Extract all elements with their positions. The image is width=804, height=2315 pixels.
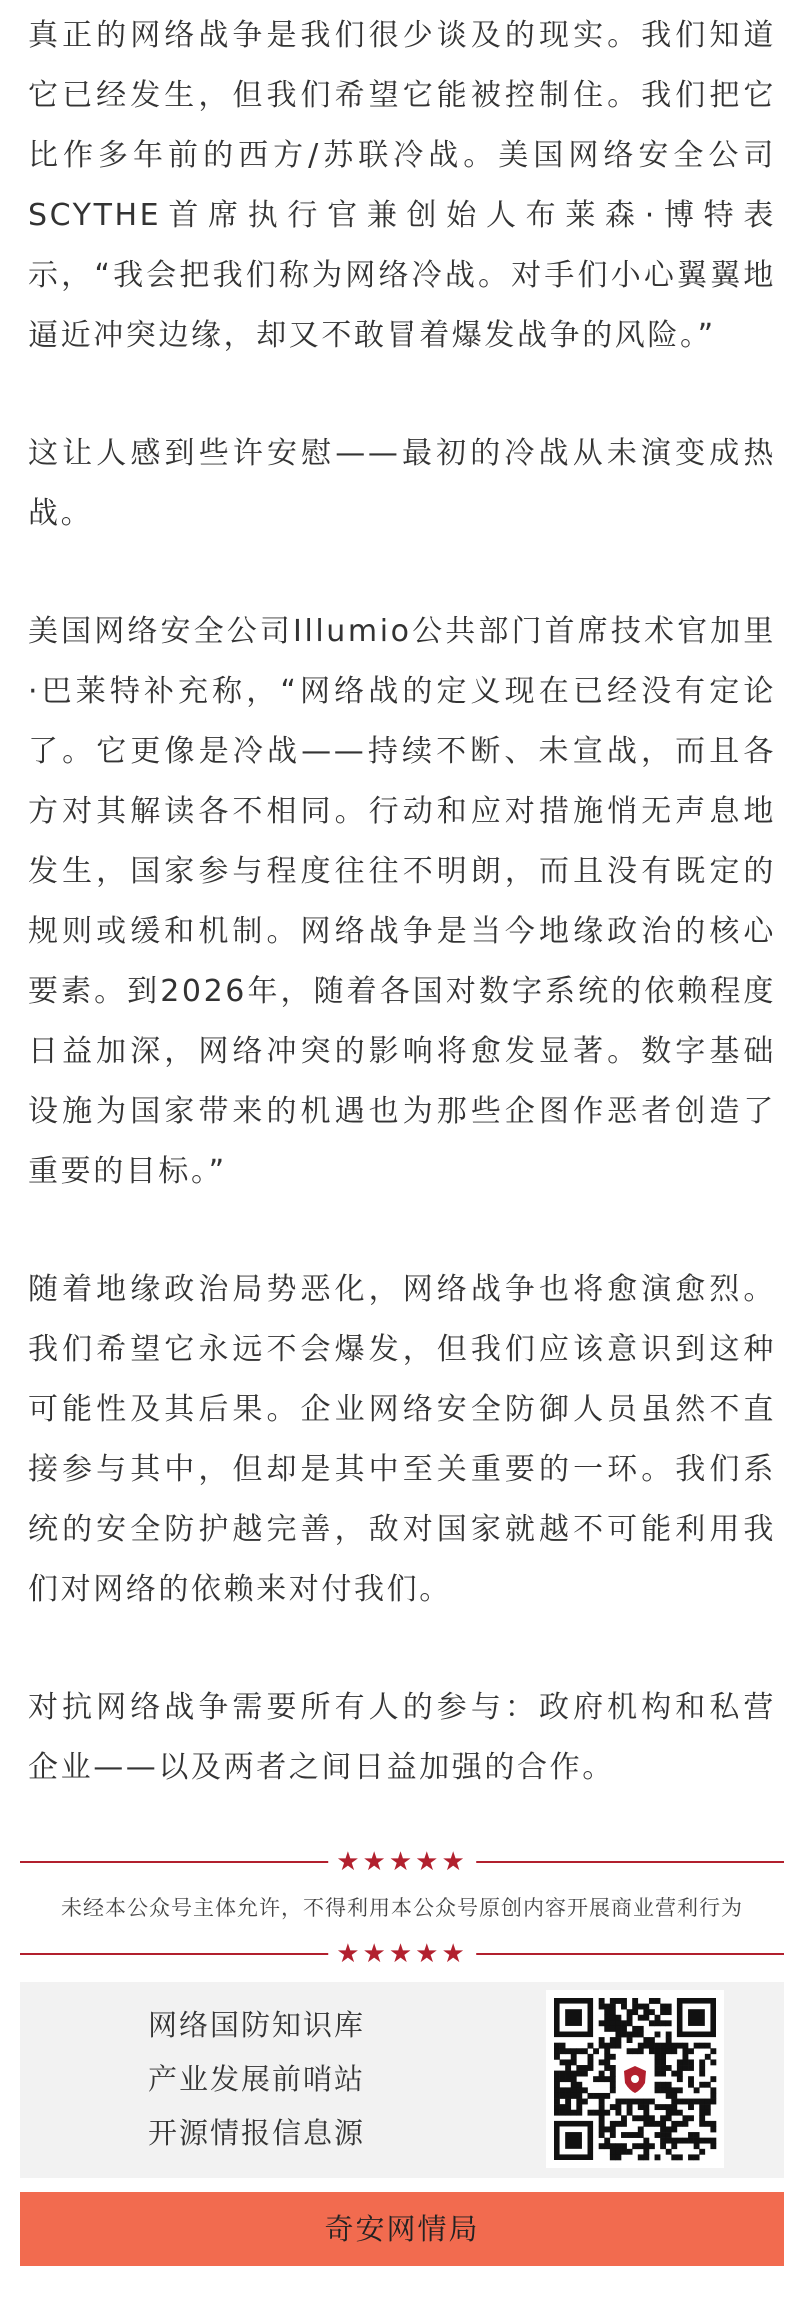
divider-top <box>20 1844 784 1880</box>
paragraph: 随着地缘政治局势恶化，网络战争也将愈演愈烈。我们希望它永远不会爆发，但我们应该意识到这种可能性及其后果。企业网络安全防御人员虽然不直接参与其中，但却是其中至关重要的一环。我们系统的安全防护越完善，敌对国家就越不可能利用我们对网络的依赖来对付我们。 <box>28 1272 776 1607</box>
stars-icon: ★★★★★ <box>328 1844 476 1880</box>
info-item: 开源情报信息源 <box>148 2116 366 2150</box>
brand-button[interactable]: 奇安网情局 <box>20 2192 784 2266</box>
copyright-notice: 未经本公众号主体允许，不得利用本公众号原创内容开展商业营利行为 <box>61 1896 743 1920</box>
paragraph: 真正的网络战争是我们很少谈及的现实。我们知道它已经发生，但我们希望它能被控制住。我们把它比作多年前的西方/苏联冷战。美国网络安全公司SCYTHE首席执行官兼创始人布莱森·博特表示，“我会把我们称为网络冷战。对手们小心翼翼地逼近冲突边缘，却又不敢冒着爆发战争的风险。” <box>28 18 776 353</box>
qr-code-icon[interactable] <box>546 1990 724 2168</box>
info-item: 产业发展前哨站 <box>148 2062 366 2096</box>
divider-bottom <box>20 1936 784 1972</box>
paragraph: 对抗网络战争需要所有人的参与：政府机构和私营企业——以及两者之间日益加强的合作。 <box>28 1690 776 1785</box>
info-item: 网络国防知识库 <box>148 2008 366 2042</box>
info-list <box>148 1998 365 2160</box>
paragraph: 这让人感到些许安慰——最初的冷战从未演变成热战。 <box>28 436 776 531</box>
stars-icon: ★★★★★ <box>328 1936 476 1972</box>
account-info-box <box>20 1982 784 2178</box>
paragraph: 美国网络安全公司Illumio公共部门首席技术官加里·巴莱特补充称，“网络战的定义现在已经没有定论了。它更像是冷战——持续不断、未宣战，而且各方对其解读各不相同。行动和应对措施悄无声息地发生，国家参与程度往往不明朗，而且没有既定的规则或缓和机制。网络战争是当今地缘政治的核心要素。到2026年，随着各国对数字系统的依赖程度日益加深，网络冲突的影响将愈发显著。数字基础设施为国家带来的机遇也为那些企图作恶者创造了重要的目标。” <box>28 614 776 1189</box>
